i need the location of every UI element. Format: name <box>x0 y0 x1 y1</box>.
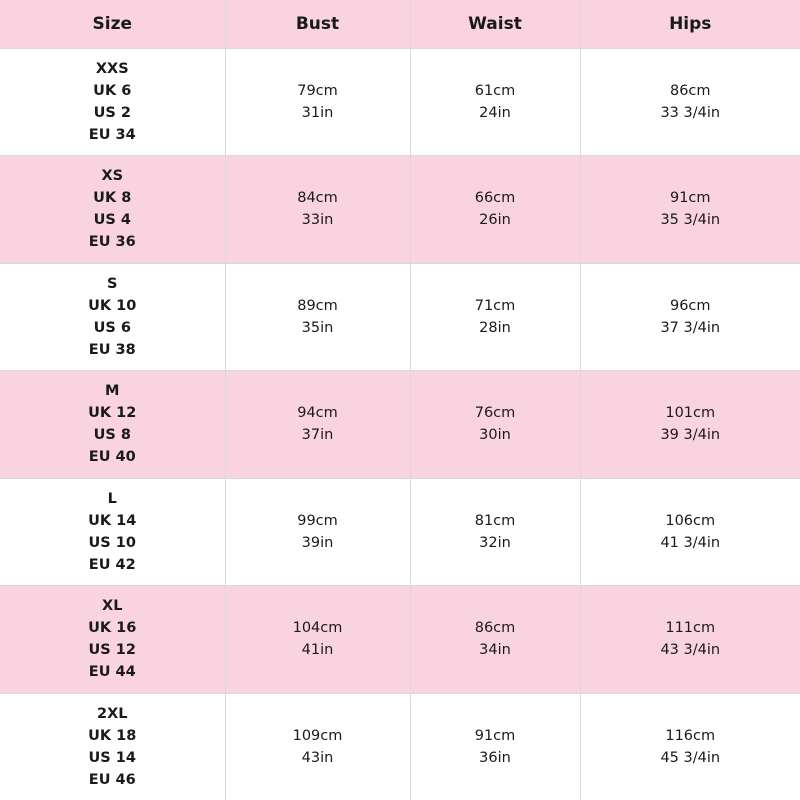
bust-in: 33in <box>301 212 334 229</box>
hips-cell <box>580 263 800 371</box>
waist-cm: 91cm <box>474 727 516 744</box>
waist-cell <box>410 48 580 156</box>
waist-cell <box>410 263 580 371</box>
bust-in: 35in <box>301 319 334 336</box>
size-cell <box>0 48 225 156</box>
size-cell <box>0 371 225 479</box>
hips-in: 45 3/4in <box>660 749 721 766</box>
size-us: US 14 <box>88 749 136 766</box>
hips-cm: 91cm <box>669 190 711 207</box>
size-us: US 10 <box>88 534 136 551</box>
waist-cell <box>410 371 580 479</box>
hips-cell <box>580 156 800 264</box>
waist-cm: 81cm <box>474 512 516 529</box>
hips-in: 43 3/4in <box>660 642 721 659</box>
size-uk: UK 8 <box>93 190 132 207</box>
waist-in: 34in <box>479 642 511 659</box>
hips-cm: 106cm <box>665 512 716 529</box>
size-us: US 4 <box>93 212 131 229</box>
size-label: 2XL <box>96 705 128 722</box>
bust-cell <box>225 263 410 371</box>
size-uk: UK 12 <box>88 405 137 422</box>
hips-cm: 116cm <box>665 727 716 744</box>
size-uk: UK 16 <box>88 620 137 637</box>
size-eu: EU 40 <box>88 449 136 466</box>
size-cell <box>0 156 225 264</box>
table-row <box>0 478 800 586</box>
size-label: XL <box>102 598 123 615</box>
waist-cm: 61cm <box>474 82 516 99</box>
bust-cm: 109cm <box>292 727 343 744</box>
hips-cell <box>580 693 800 800</box>
hips-cm: 101cm <box>665 405 716 422</box>
column-header-bust: Bust <box>225 0 410 48</box>
hips-in: 41 3/4in <box>660 534 721 551</box>
hips-in: 37 3/4in <box>660 319 721 336</box>
size-label: XS <box>101 168 124 185</box>
table-row <box>0 693 800 800</box>
waist-in: 26in <box>479 212 511 229</box>
waist-in: 32in <box>479 534 511 551</box>
table-row <box>0 263 800 371</box>
bust-in: 41in <box>301 642 334 659</box>
hips-cell <box>580 586 800 694</box>
waist-in: 30in <box>479 427 511 444</box>
bust-cell <box>225 156 410 264</box>
size-us: US 6 <box>93 319 131 336</box>
bust-cm: 104cm <box>292 620 343 637</box>
bust-in: 31in <box>301 104 334 121</box>
size-eu: EU 42 <box>88 556 136 573</box>
hips-cell <box>580 48 800 156</box>
waist-cm: 86cm <box>474 620 516 637</box>
column-header-waist: Waist <box>410 0 580 48</box>
size-cell <box>0 693 225 800</box>
bust-in: 39in <box>301 534 334 551</box>
waist-cell <box>410 156 580 264</box>
size-cell <box>0 586 225 694</box>
table-row <box>0 156 800 264</box>
hips-in: 39 3/4in <box>660 427 721 444</box>
bust-cm: 79cm <box>297 82 338 99</box>
bust-cell <box>225 48 410 156</box>
size-uk: UK 18 <box>88 727 137 744</box>
size-cell <box>0 478 225 586</box>
bust-cell <box>225 371 410 479</box>
size-eu: EU 44 <box>88 664 136 681</box>
waist-cell <box>410 478 580 586</box>
bust-cm: 84cm <box>297 190 338 207</box>
column-header-hips: Hips <box>580 0 800 48</box>
bust-cm: 89cm <box>297 297 338 314</box>
size-label: M <box>105 383 120 400</box>
size-label: L <box>107 490 117 507</box>
hips-in: 35 3/4in <box>660 212 721 229</box>
header-row <box>0 0 800 48</box>
size-us: US 8 <box>93 427 131 444</box>
size-label: XXS <box>95 60 129 77</box>
waist-cm: 76cm <box>474 405 516 422</box>
size-uk: UK 6 <box>93 82 132 99</box>
size-uk: UK 14 <box>88 512 137 529</box>
size-eu: EU 36 <box>88 234 136 251</box>
table-row <box>0 371 800 479</box>
waist-in: 36in <box>479 749 511 766</box>
waist-cm: 66cm <box>474 190 516 207</box>
size-eu: EU 46 <box>88 771 136 788</box>
waist-cell <box>410 586 580 694</box>
bust-cell <box>225 693 410 800</box>
bust-cell <box>225 586 410 694</box>
hips-cell <box>580 371 800 479</box>
size-uk: UK 10 <box>88 297 137 314</box>
size-cell <box>0 263 225 371</box>
column-header-size: Size <box>0 0 225 48</box>
table-row <box>0 48 800 156</box>
bust-cm: 94cm <box>297 405 338 422</box>
waist-cm: 71cm <box>474 297 516 314</box>
table-body <box>0 48 800 800</box>
bust-cell <box>225 478 410 586</box>
table-row <box>0 586 800 694</box>
bust-in: 37in <box>301 427 334 444</box>
size-us: US 2 <box>93 104 131 121</box>
hips-cm: 111cm <box>665 620 716 637</box>
hips-in: 33 3/4in <box>660 104 721 121</box>
waist-in: 28in <box>479 319 511 336</box>
bust-in: 43in <box>301 749 334 766</box>
size-label: S <box>107 275 118 292</box>
table-header <box>0 0 800 48</box>
hips-cm: 96cm <box>669 297 711 314</box>
size-eu: EU 38 <box>88 341 136 358</box>
hips-cell <box>580 478 800 586</box>
size-us: US 12 <box>88 642 136 659</box>
waist-in: 24in <box>479 104 511 121</box>
size-eu: EU 34 <box>88 126 136 143</box>
waist-cell <box>410 693 580 800</box>
hips-cm: 86cm <box>669 82 711 99</box>
bust-cm: 99cm <box>297 512 338 529</box>
